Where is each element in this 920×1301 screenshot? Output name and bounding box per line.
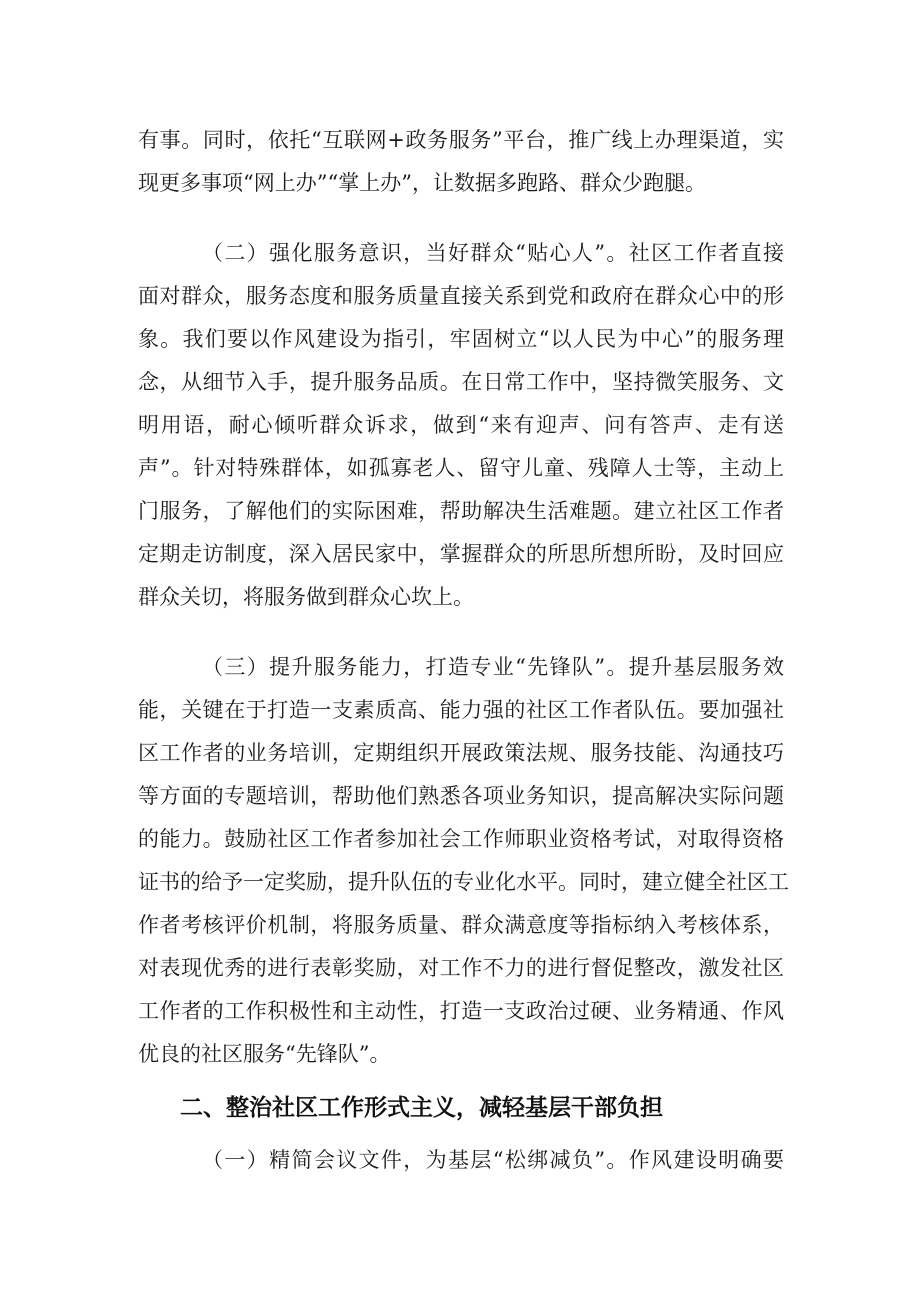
- text-line: 明用语，耐心倾听群众诉求，做到“来有迎声、问有答声、走有送: [138, 413, 784, 437]
- text-line: 声”。针对特殊群体，如孤寡老人、留守儿童、残障人士等，主动上: [138, 456, 784, 480]
- text-line: （三）提升服务能力，打造专业“先锋队”。提升基层服务效: [202, 655, 784, 679]
- text-line: 作者考核评价机制，将服务质量、群众满意度等指标纳入考核体系，: [138, 913, 784, 937]
- text-line: 门服务，了解他们的实际困难，帮助解决生活难题。建立社区工作者: [138, 499, 784, 523]
- text-line: 象。我们要以作风建设为指引，牢固树立“以人民为中心”的服务理: [138, 327, 784, 351]
- text-line: 念，从细节入手，提升服务品质。在日常工作中，坚持微笑服务、文: [138, 370, 784, 394]
- section-heading: 二、整治社区工作形式主义，减轻基层干部负担: [180, 1095, 663, 1121]
- text-line: 工作者的工作积极性和主动性，打造一支政治过硬、业务精通、作风: [138, 999, 784, 1023]
- text-line: （二）强化服务意识，当好群众“贴心人”。社区工作者直接: [202, 241, 784, 265]
- text-line: 面对群众，服务态度和服务质量直接关系到党和政府在群众心中的形: [138, 284, 784, 308]
- text-line: 对表现优秀的进行表彰奖励，对工作不力的进行督促整改，激发社区: [138, 956, 784, 980]
- text-line: 定期走访制度，深入居民家中，掌握群众的所思所想所盼，及时回应: [138, 542, 784, 566]
- text-line: 现更多事项“网上办”“掌上办”，让数据多跑路、群众少跑腿。: [138, 171, 706, 195]
- text-line: 群众关切，将服务做到群众心坎上。: [138, 585, 474, 609]
- text-line: 的能力。鼓励社区工作者参加社会工作师职业资格考试，对取得资格: [138, 827, 784, 851]
- text-line: 证书的给予一定奖励，提升队伍的专业化水平。同时，建立健全社区工: [138, 870, 789, 894]
- text-line: 有事。同时，依托“互联网+政务服务”平台，推广线上办理渠道，实: [138, 128, 784, 152]
- text-line: 能，关键在于打造一支素质高、能力强的社区工作者队伍。要加强社: [138, 698, 784, 722]
- text-line: （一）精简会议文件，为基层“松绑减负”。作风建设明确要: [202, 1148, 784, 1172]
- text-line: 区工作者的业务培训，定期组织开展政策法规、服务技能、沟通技巧: [138, 741, 784, 765]
- text-line: 等方面的专题培训，帮助他们熟悉各项业务知识，提高解决实际问题: [138, 784, 784, 808]
- text-line: 优良的社区服务“先锋队”。: [138, 1042, 391, 1066]
